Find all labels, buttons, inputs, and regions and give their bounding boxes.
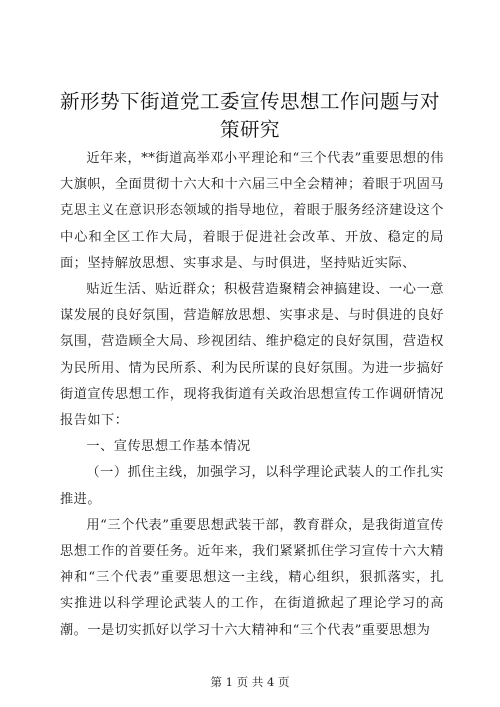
page-footer: 第 1 页 共 4 页	[210, 675, 290, 689]
paragraph-theory: 用“三个代表”重要思想武装干部，教育群众，是我街道宣传思想工作的首要任务。近年来，我们紧紧抓住学习宣传十六大精神和“三个代表”重要思想这一主线，精心组织，狠抓落实，扎实推进以科学理论武装人的工作，在街道掀起了理论学习的高潮。一是切实抓好以学习十六大精神和“三个代表”重要思想为	[60, 517, 444, 638]
paragraph-intro: 近年来，**街道高举邓小平理论和“三个代表”重要思想的伟大旗帜，全面贯彻十六大和十六届三中全会精神；着眼于巩固马克思主义在意识形态领域的指导地位，着眼于服务经济建设这个中心和全区工作大局，着眼于促进社会改革、开放、稳定的局面；坚持解放思想、实事求是、与时俱进，坚持贴近实际、	[60, 151, 444, 271]
paragraph-atmosphere: 贴近生活、贴近群众；积极营造聚精会神搞建设、一心一意谋发展的良好氛围，营造解放思想、实事求是、与时俱进的良好氛围，营造顾全大局、珍视团结、维护稳定的良好氛围，营造权为民所用、情为民所系、利为民所谋的良好氛围。为进一步搞好街道宣传思想工作，现将我街道有关政治思想宣传工作调研情况报告如下：	[60, 282, 444, 429]
document-body	[60, 146, 444, 644]
document-title: 新形势下街道党工委宣传思想工作问题与对策研究	[59, 90, 440, 141]
subsection-heading: （一）抓住主线，加强学习，以科学理论武装人的工作扎实推进。	[60, 465, 444, 507]
section-heading: 一、宣传思想工作基本情况	[86, 439, 251, 455]
